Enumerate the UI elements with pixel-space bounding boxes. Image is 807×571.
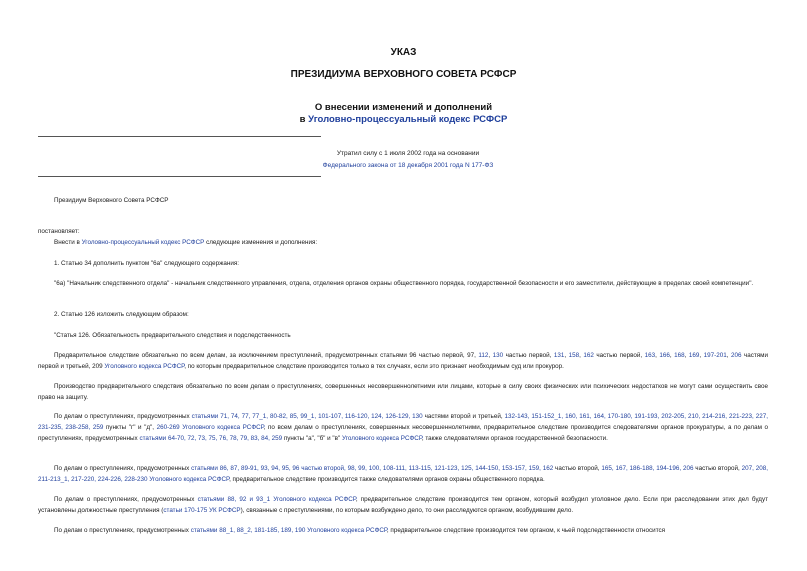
text-fragment: , по которым предварительное следствие производится только в тех случаях, если это признает необходимым суд или прокурор. <box>184 362 564 370</box>
reference-link[interactable]: 169 <box>688 352 700 359</box>
text-fragment: , <box>669 352 675 359</box>
presidium-line: Президиум Верховного Совета РСФСР <box>54 197 169 204</box>
reference-link[interactable]: 260-269 Уголовного кодекса РСФСР <box>156 423 264 431</box>
reference-link[interactable]: 165, 167, 186-188, 194-196, 206 <box>601 465 694 472</box>
reference-link[interactable]: 158 <box>568 352 580 359</box>
text-fragment: ), связанные с преступлениями, по которым возбуждено дело, то они расследуются органом, возбудившим дело. <box>240 506 574 514</box>
code-link[interactable]: Уголовно-процессуальный кодекс РСФСР <box>308 114 508 125</box>
doc-type-title: УКАЗ <box>390 47 417 58</box>
text-fragment: частью первой, <box>503 352 554 359</box>
repeal-law-link[interactable]: Федерального закона от 18 декабря 2001 года N 177-ФЗ <box>322 162 494 169</box>
text-fragment: следующие изменения и дополнения: <box>204 239 318 246</box>
text-fragment: , <box>655 352 660 359</box>
text-fragment: , <box>488 352 493 359</box>
reference-link[interactable]: статьями 86, 87, 89-91, 93, 94, 95, 96 частью второй, 98, 99, 100, 108-111, 113-115, 121-123, 125, 144-150, 153-157, 159, 162 <box>191 465 554 472</box>
article-126-title: "Статья 126. Обязательность предварительного следствия и подследственность <box>54 332 291 339</box>
text-fragment: , также следователями органов государственной безопасности. <box>421 434 608 442</box>
divider-top <box>38 136 321 137</box>
code-link[interactable]: Уголовно-процессуальный кодекс РСФСР <box>81 239 205 246</box>
reference-link[interactable]: статьями 88, 92 и 93_1 Уголовного кодекса РСФСР <box>197 496 356 503</box>
text-fragment: По делам о преступлениях, предусмотренных <box>54 527 191 534</box>
status-note-text: Утратил силу с 1 июля 2002 года на основании <box>336 150 480 157</box>
paragraph-2: Производство предварительного следствия обязательно по всем делам о преступлениях, совершенных несовершеннолетними или лицами, которые в силу своих физических или психических недостатков не могут сами осуществить свое право на защиту. <box>38 383 768 401</box>
text-fragment: Внести в <box>54 239 82 246</box>
reference-link[interactable]: 112 <box>478 352 489 359</box>
reference-link[interactable]: 132-143, 151-152_1, 160, 161, 164, 170-180, 191-193, 202-205, 210, 214-216, 221-223, 227, 231-235, 238-258, 259 <box>38 413 768 431</box>
status-note <box>308 148 508 172</box>
text-fragment: Предварительное следствие обязательно по всем делам, за исключением преступлений, предусмотренных статьями 96 частью первой, 97, <box>54 352 479 359</box>
paragraph-6 <box>38 526 768 537</box>
text-fragment: частью первой, <box>593 352 645 359</box>
text-fragment: пункты "а", "б" и "в" <box>282 434 342 442</box>
paragraph-3 <box>38 412 768 444</box>
text-fragment: частью второй, <box>693 465 742 472</box>
intro-paragraph <box>38 238 768 249</box>
paragraph-1 <box>38 351 768 373</box>
reference-link[interactable]: 162 <box>583 352 594 359</box>
item-2: 2. Статью 126 изложить следующим образом: <box>54 311 189 318</box>
text-fragment: По делам о преступлениях, предусмотренных <box>54 413 192 420</box>
reference-link[interactable]: Уголовного кодекса РСФСР <box>342 434 422 442</box>
issuer-title: ПРЕЗИДИУМА ВЕРХОВНОГО СОВЕТА РСФСР <box>290 69 517 80</box>
divider-bottom <box>38 176 321 177</box>
text-fragment: пункты "г" и "д", <box>103 423 157 431</box>
text-fragment: , <box>726 352 731 359</box>
text-fragment: частями первой и третьей, 209 <box>38 352 769 370</box>
text-fragment: , предварительное следствие производится тем органом, который возбудил уголовное дело. Если при расследовании этих дел будут установлены должностные преступления ( <box>38 496 768 514</box>
paragraph-5 <box>38 495 768 517</box>
text-fragment: , по всем делам о преступлениях, совершенных несовершеннолетними, предварительное следствие производится следователями органов прокуратуры, а по делам о преступлениях, предусмотренных <box>38 423 768 442</box>
text-fragment: , предварительное следствие производится тем органом, к чьей подследственности относится <box>386 527 666 534</box>
reference-link[interactable]: статьями 88_1, 88_2, 181-185, 189, 190 Уголовного кодекса РСФСР <box>190 527 387 534</box>
reference-link[interactable]: 131 <box>553 352 565 359</box>
text-fragment: частями второй и третьей, <box>422 413 505 420</box>
text-fragment: частью второй, <box>553 465 602 472</box>
reference-link[interactable]: статьями 64-70, 72, 73, 75, 76, 78, 79, 83, 84, 259 <box>139 434 283 442</box>
text-fragment: По делам о преступлениях, предусмотренных <box>54 496 198 503</box>
text-fragment: , <box>579 352 584 359</box>
reference-link[interactable]: 163 <box>644 352 656 359</box>
text-fragment: По делам о преступлениях, предусмотренных <box>54 465 192 472</box>
text-fragment: , <box>684 352 689 359</box>
subject-line-2 <box>0 114 807 125</box>
reference-link[interactable]: статьями 71, 74, 77, 77_1, 80-82, 85, 99_1, 101-107, 116-120, 124, 126-129, 130 <box>191 413 423 420</box>
text-fragment: , <box>564 352 569 359</box>
reference-link[interactable]: 207, 208, 211-213_1, 217-220, 224-226, 228-230 Уголовного кодекса РСФСР <box>38 465 768 483</box>
reference-link[interactable]: 166 <box>659 352 670 359</box>
reference-link[interactable]: 168 <box>674 352 685 359</box>
text-fragment: в <box>299 114 309 125</box>
text-fragment: , предварительное следствие производится также следователями органов охраны общественного порядка. <box>229 475 545 483</box>
resolves-line: постановляет: <box>38 228 80 235</box>
reference-link[interactable]: статьи 170-175 УК РСФСР <box>163 506 241 514</box>
subject-line-1: О внесении изменений и дополнений <box>314 102 493 113</box>
item-1-text: "6а) "Начальник следственного отдела" - начальник следственного управления, отдела, отделения органов охраны общественного порядка, государственной безопасности и его заместители, действующие в пределах своей компетенции". <box>54 280 754 287</box>
paragraph-4 <box>38 464 768 486</box>
reference-link[interactable]: 197-201 <box>703 352 727 359</box>
reference-link[interactable]: Уголовного кодекса РСФСР <box>104 362 185 370</box>
reference-link[interactable]: 206 <box>730 352 742 359</box>
item-1: 1. Статью 34 дополнить пунктом "6а" следующего содержания: <box>54 260 240 267</box>
text-fragment: , <box>699 352 704 359</box>
reference-link[interactable]: 130 <box>492 352 504 359</box>
